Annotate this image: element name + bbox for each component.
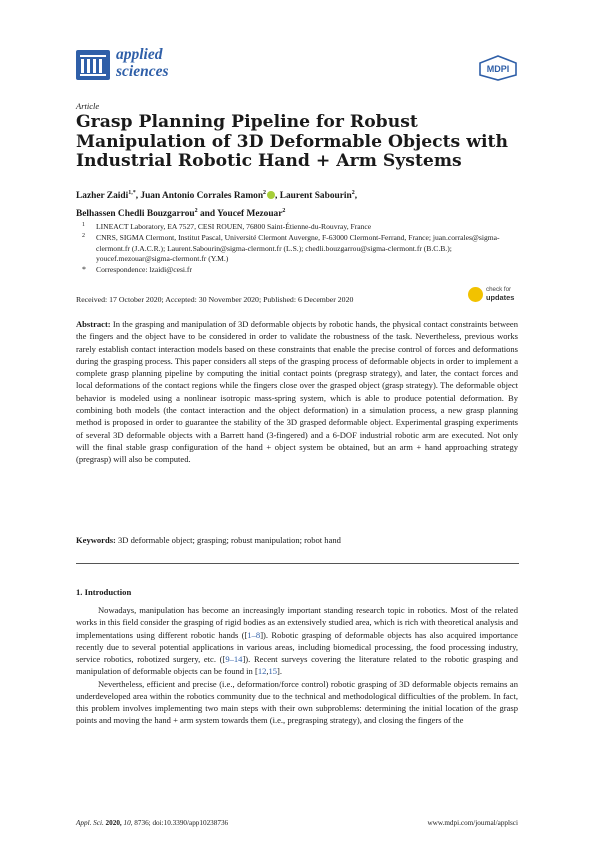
separator: ,: [135, 191, 139, 202]
affiliation-mark: *: [82, 265, 86, 275]
correspondence-text: Correspondence: lzaidi@cesi.fr: [96, 265, 192, 275]
journal-name-line1: applied: [116, 46, 163, 63]
footer-year: 2020,: [105, 819, 122, 827]
author-name[interactable]: Youcef Mezouar: [217, 209, 283, 220]
check-for-updates-badge[interactable]: [468, 285, 524, 307]
author-name[interactable]: Juan Antonio Corrales Ramon: [140, 191, 264, 202]
author-sup: 2: [351, 190, 355, 196]
citation-link[interactable]: 15: [268, 666, 278, 677]
publication-dates: Received: 17 October 2020; Accepted: 30 November 2020; Published: 6 December 2020: [76, 295, 354, 304]
author-list: [76, 186, 516, 222]
footer-doi[interactable]: 8736; doi:10.3390/app10238736: [134, 819, 229, 827]
affiliation-mark: 1: [82, 222, 85, 228]
author-sup: 1,*: [128, 190, 136, 196]
abstract-text: In the grasping and manipulation of 3D deformable objects by robotic hands, the physical contact constraints between the fingers and the object have to be considered in order to validate the robustness of the task. Nevertheless, previous works rarely establish contact interaction models based on these constraints that enable the precise control of forces and deformations during the grasping process. This paper considers all steps of the grasping process of deformable objects in order to implement a complete grasp planning pipeline by computing the initial contact points (pregrasp strategy), and later, the contact forces and local deformations of the contact regions while the fingers close over the grasped object (grasp strategy). The deformable object behavior is modeled using a nonlinear isotropic mass-spring system, which is able to produce potential deformation. By combining both models (the contact interaction and the object deformation) in a simulation process, a new grasp planning method is proposed in order to guarantee the stability of the 3D grasped deformable object. Experimental grasping experiments of several 3D deformable objects with a Barrett hand (3-fingered) and a 6-DOF industrial robotic arm are executed. Not only will the final stable grasp configuration of the hand + object system be obtained, but an arm + hand approaching strategy (pregrasp) will also be computed.: [76, 319, 518, 465]
journal-name-line2: sciences: [116, 63, 169, 80]
author-sup: 2: [194, 208, 198, 215]
footer-volume: 10,: [123, 819, 133, 827]
article-type: Article: [76, 101, 100, 111]
check-updates-line1: check for: [486, 286, 512, 293]
author-name[interactable]: Lazher Zaidi: [76, 191, 129, 202]
orcid-icon[interactable]: [267, 191, 278, 202]
mdpi-logo: [478, 55, 518, 81]
affiliation-item: [76, 222, 526, 233]
check-updates-line2: updates: [486, 293, 515, 302]
author-sup: 2: [263, 190, 267, 196]
body-text: [76, 604, 518, 727]
paragraph: Nevertheless, efficient and precise (i.e., deformation/force control) robotic grasping of 3D deformable objects remains an underdeveloped area within the robotics community due to the technical and methodological difficulties of the problem. In fact, this problem involves implementing two main steps with their own subproblems: determining the initial location of the grasp points and moving the hand + arm system towards them (i.e., pregrasping strategy), and closing the fingers of the: [76, 678, 518, 726]
affiliation-item: [76, 265, 526, 276]
author-sup: 2: [282, 208, 286, 215]
paragraph-text: Nowadays, manipulation has become an increasingly important standing research topic in robotics. Most of the related works in this field consider the grasping of rigid bodies as an extensively studied area, which is rich with theoretical analysis and implementations using different robotic hands ([: [76, 605, 518, 640]
keywords-text: 3D deformable object; grasping; robust manipulation; robot hand: [118, 535, 341, 545]
conjunction: and: [199, 209, 216, 220]
paragraph-text: ].: [277, 666, 283, 677]
affiliation-text: LINEACT Laboratory, EA 7527, CESI ROUEN, 76800 Saint-Étienne-du-Rouvray, France: [96, 222, 372, 231]
affiliations: [76, 222, 526, 276]
keywords: [76, 535, 518, 545]
affiliation-item: [76, 233, 526, 265]
paragraph-text: ,: [266, 666, 269, 677]
abstract-label: Abstract:: [76, 319, 111, 329]
separator: ,: [275, 191, 278, 202]
author-name[interactable]: Belhassen Chedli Bouzgarrou: [76, 209, 195, 220]
separator: ,: [354, 191, 358, 202]
section-divider: [76, 563, 519, 564]
paper-title: Grasp Planning Pipeline for Robust Manipulation of 3D Deformable Objects with Industrial Robotic Hand + Arm Systems: [76, 112, 508, 172]
publisher-name: MDPI: [486, 64, 510, 74]
affiliation-mark: 2: [82, 232, 85, 239]
affiliation-text: CNRS, SIGMA Clermont, Institut Pascal, Université Clermont Auvergne, F-63000 Clermont-Ferrand, France; juan.corrales@sigma-clermont.fr (J.A.C.R.); Laurent.Sabourin@sigma-clermont.fr (L.S.); chedli.bouzgarrou@sigma-clermont.fr (B.C.B.); youcef.mezouar@sigma-clermont.fr (Y.M.): [96, 232, 500, 264]
journal-name: [116, 46, 169, 80]
citation-link[interactable]: 1–8: [247, 629, 261, 640]
footer-url[interactable]: www.mdpi.com/journal/applsci: [427, 819, 518, 827]
citation-link[interactable]: 9–14: [225, 654, 243, 664]
footer-citation: [76, 819, 228, 827]
paragraph: [76, 604, 518, 678]
author-name[interactable]: Laurent Sabourin: [279, 191, 352, 202]
citation-link[interactable]: 12: [257, 666, 267, 677]
footer-journal: Appl. Sci.: [76, 819, 104, 827]
paragraph-text: ]). Robotic grasping of deformable objects has also acquired importance recently due to several potential applications in various areas, including biomedical processing, the food processing industry, service robotics, robotized surgery, etc. ([: [76, 629, 518, 664]
section-heading: 1. Introduction: [76, 587, 132, 597]
check-updates-icon: [468, 287, 483, 302]
journal-logo-icon: [76, 50, 110, 80]
paragraph-text: ]). Recent surveys covering the literature related to the robotic grasping and manipulation of deformable objects can be found in [: [76, 654, 519, 677]
abstract: [76, 318, 518, 466]
keywords-label: Keywords:: [76, 535, 116, 545]
